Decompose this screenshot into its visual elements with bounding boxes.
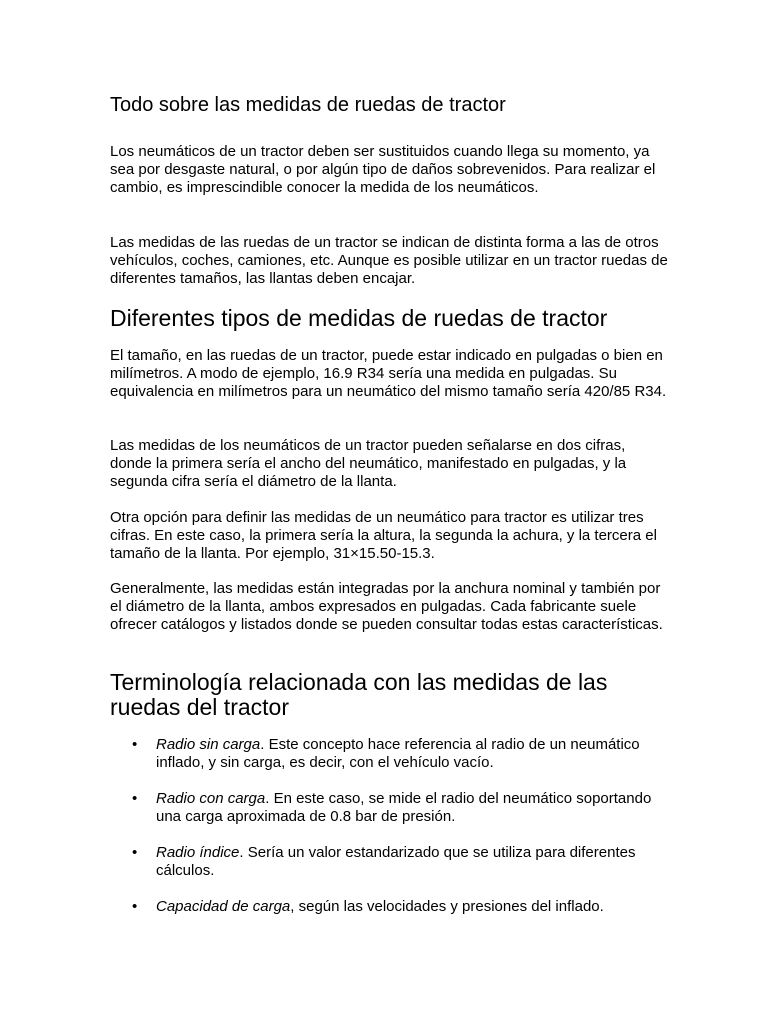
term-description: Este concepto hace referencia al radio de un neumático inflado, y sin carga, es decir, con el vehículo vacío. (156, 736, 640, 771)
section-heading-terminologia: Terminología relacionada con las medidas de las ruedas del tractor (110, 669, 608, 720)
term-description: Sería un valor estandarizado que se utiliza para diferentes cálculos. (156, 844, 636, 879)
term-separator: . (239, 844, 244, 861)
bullet-icon: • (132, 898, 138, 915)
section-heading-tipos: Diferentes tipos de medidas de ruedas de tractor (110, 305, 608, 331)
document-title: Todo sobre las medidas de ruedas de tractor (110, 94, 506, 116)
section1-paragraph-4: Generalmente, las medidas están integradas por la anchura nominal y también por el diámetro de la llanta, ambos expresados en pulgadas. Cada fabricante suele ofrecer catálogos y listados donde se pueden consultar todas estas características. (110, 580, 663, 633)
term-separator: . (265, 790, 270, 807)
term-description: según las velocidades y presiones del inflado. (294, 898, 604, 915)
term-label: Radio con carga (156, 790, 266, 807)
bullet-icon: • (132, 790, 138, 807)
bullet-icon: • (132, 736, 138, 753)
term-separator: , (290, 898, 295, 915)
bullet-icon: • (132, 844, 138, 861)
section1-paragraph-2: Las medidas de los neumáticos de un tractor pueden señalarse en dos cifras, donde la primera sería el ancho del neumático, manifestado en pulgadas, y la segunda cifra sería el diámetro de la llanta. (110, 437, 627, 490)
term-label: Capacidad de carga (156, 898, 291, 915)
intro-paragraph-2: Las medidas de las ruedas de un tractor se indican de distinta forma a las de otros vehículos, coches, camiones, etc. Aunque es posible utilizar en un tractor ruedas de diferentes tamaños, las llantas deben encajar. (110, 234, 668, 287)
section1-paragraph-3: Otra opción para definir las medidas de un neumático para tractor es utilizar tres cifras. En este caso, la primera sería la altura, la segunda la achura, y la tercera el tamaño de la llanta. Por ejemplo, 31×15.50-15.3. (110, 509, 657, 562)
intro-paragraph-1: Los neumáticos de un tractor deben ser sustituidos cuando llega su momento, ya sea por desgaste natural, o por algún tipo de daños sobrevenidos. Para realizar el cambio, es imprescindible conocer la medida de los neumáticos. (110, 143, 656, 196)
term-description: En este caso, se mide el radio del neumático soportando una carga aproximada de 0.8 bar de presión. (156, 790, 652, 825)
term-separator: . (260, 736, 265, 753)
section1-paragraph-1: El tamaño, en las ruedas de un tractor, puede estar indicado en pulgadas o bien en milímetros. A modo de ejemplo, 16.9 R34 sería una medida en pulgadas. Su equivalencia en milímetros para un neumático del mismo tamaño sería 420/85 R34. (110, 347, 667, 400)
term-label: Radio índice (156, 844, 240, 861)
term-label: Radio sin carga (156, 736, 261, 753)
